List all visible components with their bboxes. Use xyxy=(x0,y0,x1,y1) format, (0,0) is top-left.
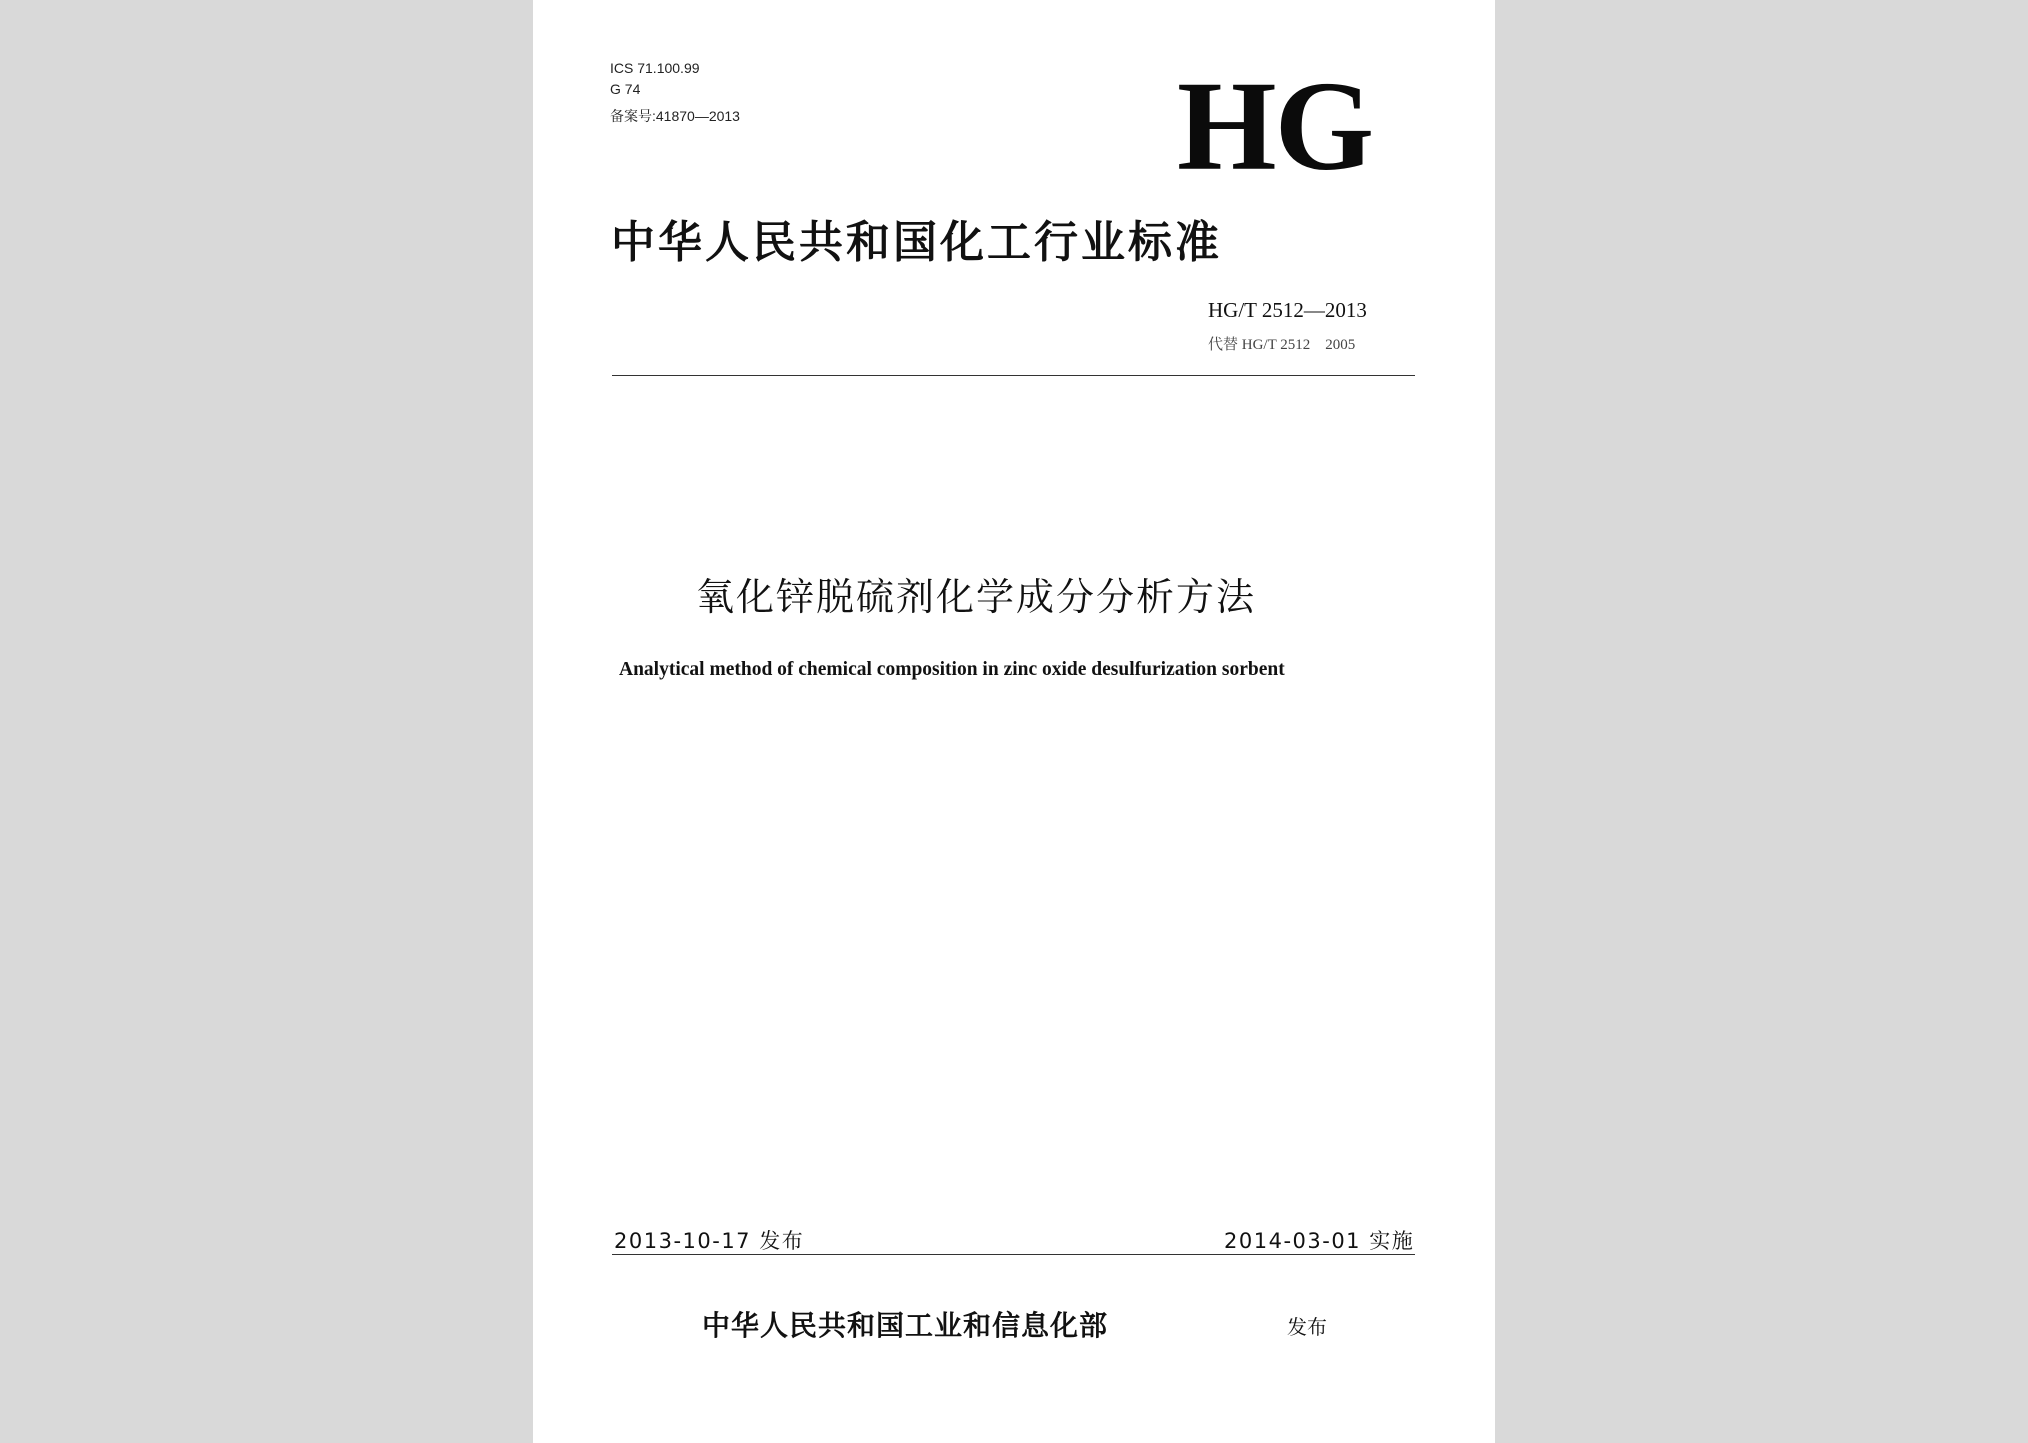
filing-number: 备案号:41870—2013 xyxy=(610,108,740,124)
title-chinese: 氧化锌脱硫剂化学成分分析方法 xyxy=(696,575,1257,619)
standard-number: HG/T 2512—2013 xyxy=(1208,298,1367,322)
ics-code: ICS 71.100.99 xyxy=(610,60,700,76)
header-divider xyxy=(612,375,1415,376)
footer-divider xyxy=(612,1254,1415,1255)
publisher-name: 中华人民共和国工业和信息化部 xyxy=(702,1309,1109,1342)
standard-type-heading: 中华人民共和国化工行业标准 xyxy=(611,217,1222,268)
publish-label: 发布 xyxy=(1287,1315,1327,1339)
hg-logo-mark: HG xyxy=(1177,55,1373,197)
ccs-code: G 74 xyxy=(610,81,641,97)
issue-date: 2013-10-17 发布 xyxy=(614,1229,805,1253)
implementation-date: 2014-03-01 实施 xyxy=(1224,1229,1415,1253)
title-english: Analytical method of chemical composition in zinc oxide desulfurization sorbent xyxy=(619,659,1285,680)
document-page xyxy=(533,0,1495,1443)
replaces-standard: 代替 HG/T 2512 2005 xyxy=(1208,337,1356,353)
